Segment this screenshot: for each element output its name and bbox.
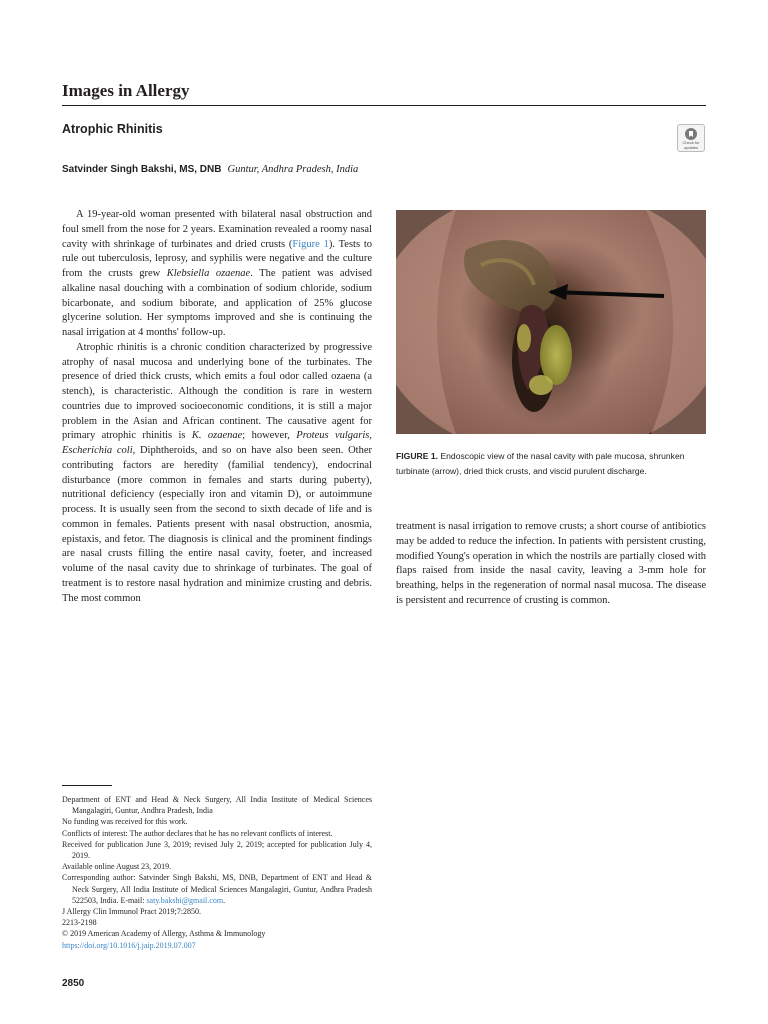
figure-caption xyxy=(396,449,708,479)
body-paragraph: A 19-year-old woman presented with bilateral nasal obstruction and foul smell from the nose for 2 years. Examination revealed a roomy nasal cavity with shrinkage of turbinates and dried crusts (Figure 1). Tests to rule out tuberculosis, leprosy, and syphilis were negative and the culture from the crusts grew Klebsiella ozaenae. The patient was advised alkaline nasal douching with a combination of sodium chloride, sodium bicarbonate, and sodium biborate, and application of 25% glucose glycerine solution. Her symptoms improved and she is continuing the nasal irrigation at 4 months' follow-up. xyxy=(62,209,372,338)
doi-link[interactable]: https://doi.org/10.1016/j.jaip.2019.07.007 xyxy=(62,940,196,950)
footnote-received: Received for publication June 3, 2019; revised July 2, 2019; accepted for publication July 4, 2019. xyxy=(62,839,372,861)
footnote-divider xyxy=(62,785,112,786)
article-title: Atrophic Rhinitis xyxy=(62,122,163,136)
body-right-column xyxy=(396,520,706,609)
footnotes xyxy=(62,794,372,951)
footnote-affiliation: Department of ENT and Head & Neck Surgery, All India Institute of Medical Sciences Mangalagiri, Guntur, Andhra Pradesh, India xyxy=(62,795,372,816)
footnote-funding: No funding was received for this work. xyxy=(62,817,188,827)
body-left-column xyxy=(62,208,372,606)
check-for-updates-badge[interactable] xyxy=(677,124,705,152)
footnote-issn: 2213-2198 xyxy=(62,918,97,928)
footnote-citation: J Allergy Clin Immunol Pract 2019;7:2850. xyxy=(62,907,201,917)
footnote-copyright: © 2019 American Academy of Allergy, Asthma & Immunology xyxy=(62,929,266,939)
email-link[interactable]: saty.bakshi@gmail.com xyxy=(146,895,224,905)
footnote-online: Available online August 23, 2019. xyxy=(62,862,172,872)
endoscopic-image xyxy=(396,210,706,434)
body-paragraph: treatment is nasal irrigation to remove crusts; a short course of antibiotics may be added to reduce the infection. In patients with persistent crusting, modified Young's operation in which the nostrils are partially closed with flaps raised from inside the nasal cavity, leaving a 3-mm hole for breathing, helps in the regeneration of normal nasal mucosa. The disease is persistent and recurrence of crusting is common. xyxy=(396,521,706,606)
figure-label: FIGURE 1. xyxy=(396,451,439,461)
bookmark-icon xyxy=(685,128,697,140)
endoscopic-figure xyxy=(396,210,706,434)
author-line xyxy=(62,164,358,175)
footnote-conflicts: Conflicts of interest: The author declares that he has no relevant conflicts of interest. xyxy=(62,828,333,838)
page-number: 2850 xyxy=(62,978,85,989)
figure-1-link[interactable]: Figure 1 xyxy=(292,238,329,250)
badge-label: Check for updates xyxy=(682,140,700,150)
footnote-corresponding: Corresponding author: Satvinder Singh Bakshi, MS, DNB, Department of ENT and Head & Neck Surgery, All India Institute of Medical Sciences Mangalagiri, Guntur, Andhra Pradesh 522503, India. E-mail: saty.bakshi@gmail.com. xyxy=(62,873,372,905)
header-divider xyxy=(62,105,706,106)
journal-section-title: Images in Allergy xyxy=(62,81,190,100)
body-paragraph: Atrophic rhinitis is a chronic condition characterized by progressive atrophy of nasal mucosa and underlying bone of the turbinates. The presence of dried thick crusts, which emits a foul odor called ozaena (a stench), is characteristic. Although the condition is rare in western countries due to improved socioeconomic conditions, it is still a major problem in the Asian and African continent. The causative agent for primary atrophic rhinitis is K. ozaenae; however, Proteus vulgaris, Escherichia coli, Diphtheroids, and so on have also been seen. Other contributing factors are heredity (familial tendency), endocrinal disturbance (more common in females and starts during puberty), nutritional deficiency (especially iron and vitamin D), or autoimmune process. It is usually seen from the second to sixth decade of life and is common in females. Patients present with nasal obstruction, anosmia, epistaxis, and fetor. The diagnosis is clinical and the prominent findings are nasal crusts filling the entire nasal cavity, foeter, and increased volume of the nasal cavity due to shrinkage of turbinates. The goal of treatment is to restore nasal hydration and minimize crusting and debris. The most common xyxy=(62,341,372,604)
figure-caption-text: Endoscopic view of the nasal cavity with pale mucosa, shrunken turbinate (arrow), dried thick crusts, and viscid purulent discharge. xyxy=(396,451,685,476)
author-location: Guntur, Andhra Pradesh, India xyxy=(227,164,359,175)
author-name: Satvinder Singh Bakshi, MS, DNB xyxy=(62,164,222,175)
